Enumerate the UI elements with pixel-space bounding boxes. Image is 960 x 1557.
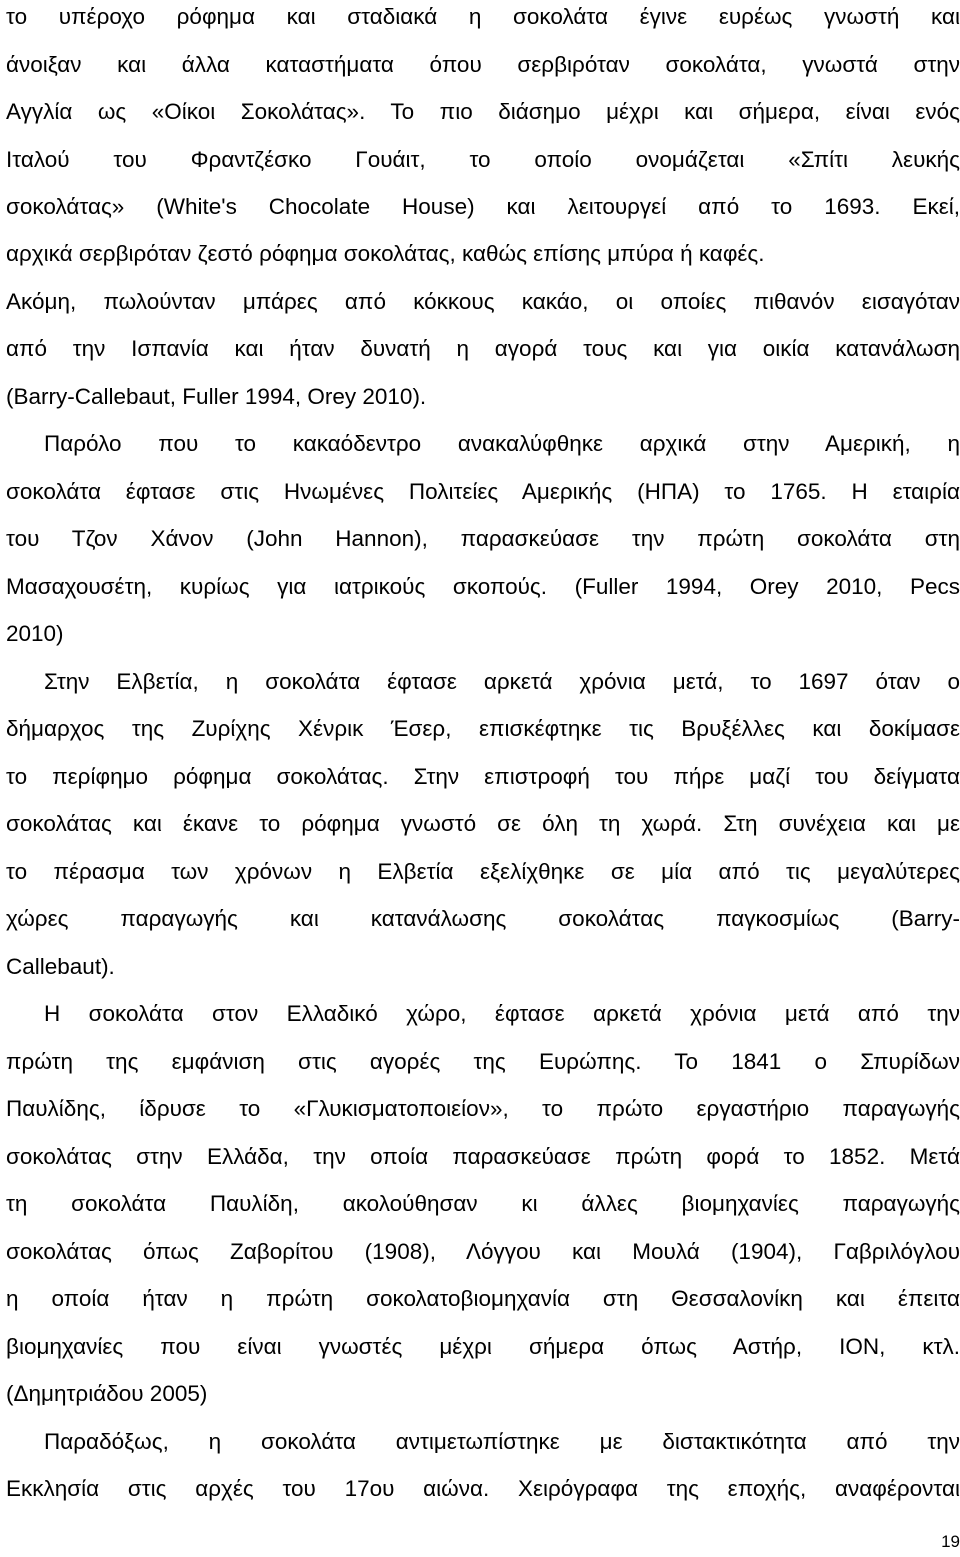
text-line: σοκολάτας όπως Ζαβορίτου (1908), Λόγγου και Μουλά (1904), Γαβριλόγλου [6,1239,960,1264]
text-line: αρχικά σερβιρόταν ζεστό ρόφημα σοκολάτας, καθώς επίσης μπύρα ή καφές. [6,241,765,266]
text-line: Ιταλού του Φραντζέσκο Γουάιτ, το οποίο ονομάζεται «Σπίτι λευκής [6,147,960,172]
text-line: τη σοκολάτα Παυλίδη, ακολούθησαν κι άλλες βιομηχανίες παραγωγής [6,1191,960,1216]
text-line: Μασαχουσέτη, κυρίως για ιατρικούς σκοπούς. (Fuller 1994, Orey 2010, Pecs [6,574,960,599]
text-line: Ακόμη, πωλούνταν μπάρες από κόκκους κακάο, οι οποίες πιθανόν εισαγόταν [6,289,960,314]
paragraph-first-line: Παραδόξως, η σοκολάτα αντιμετωπίστηκε με διστακτικότητα από την [44,1429,960,1454]
text-line: σοκολάτας και έκανε το ρόφημα γνωστό σε όλη τη χωρά. Στη συνέχεια και με [6,811,960,836]
text-line: σοκολάτα έφτασε στις Ηνωμένες Πολιτείες Αμερικής (ΗΠΑ) το 1765. Η εταιρία [6,479,960,504]
text-line: δήμαρχος της Ζυρίχης Χένρικ Έσερ, επισκέφτηκε τις Βρυξέλλες και δοκίμασε [6,716,960,741]
text-line: του Τζον Χάνον (John Hannon), παρασκεύασε την πρώτη σοκολάτα στη [6,526,960,551]
text-line: σοκολάτας» (White's Chocolate House) και λειτουργεί από το 1693. Εκεί, [6,194,960,219]
paragraph-first-line: Στην Ελβετία, η σοκολάτα έφτασε αρκετά χρόνια μετά, το 1697 όταν ο [44,669,960,694]
text-line: η οποία ήταν η πρώτη σοκολατοβιομηχανία στη Θεσσαλονίκη και έπειτα [6,1286,960,1311]
text-line: πρώτη της εμφάνιση στις αγορές της Ευρώπης. Το 1841 ο Σπυρίδων [6,1049,960,1074]
text-line: σοκολάτας στην Ελλάδα, την οποία παρασκεύασε πρώτη φορά το 1852. Μετά [6,1144,960,1169]
text-line: το υπέροχο ρόφημα και σταδιακά η σοκολάτα έγινε ευρέως γνωστή και [6,4,960,29]
text-line: άνοιξαν και άλλα καταστήματα όπου σερβιρόταν σοκολάτα, γνωστά στην [6,52,960,77]
paragraph-first-line: Η σοκολάτα στον Ελλαδικό χώρο, έφτασε αρκετά χρόνια μετά από την [44,1001,960,1026]
text-line: (Barry-Callebaut, Fuller 1994, Orey 2010). [6,384,427,409]
text-line: Παυλίδης, ίδρυσε το «Γλυκισματοποιείον», το πρώτο εργαστήριο παραγωγής [6,1096,960,1121]
text-line: (Δημητριάδου 2005) [6,1381,208,1406]
text-line: 2010) [6,621,64,646]
paragraph-first-line: Παρόλο που το κακαόδεντρο ανακαλύφθηκε αρχικά στην Αμερική, η [44,431,960,456]
text-line: Εκκλησία στις αρχές του 17ου αιώνα. Χειρόγραφα της εποχής, αναφέρονται [6,1476,960,1501]
text-line: βιομηχανίες που είναι γνωστές μέχρι σήμερα όπως Αστήρ, ΙΟΝ, κτλ. [6,1334,960,1359]
text-line: Αγγλία ως «Οίκοι Σοκολάτας». Το πιο διάσημο μέχρι και σήμερα, είναι ενός [6,99,960,124]
text-line: χώρες παραγωγής και κατανάλωσης σοκολάτας παγκοσμίως (Barry- [6,906,960,931]
text-line: Callebaut). [6,954,115,979]
page-number: 19 [941,1532,960,1551]
text-line: από την Ισπανία και ήταν δυνατή η αγορά τους και για οικία κατανάλωση [6,336,960,361]
text-line: το περίφημο ρόφημα σοκολάτας. Στην επιστροφή του πήρε μαζί του δείγματα [6,764,960,789]
text-line: το πέρασμα των χρόνων η Ελβετία εξελίχθηκε σε μία από τις μεγαλύτερες [6,859,960,884]
